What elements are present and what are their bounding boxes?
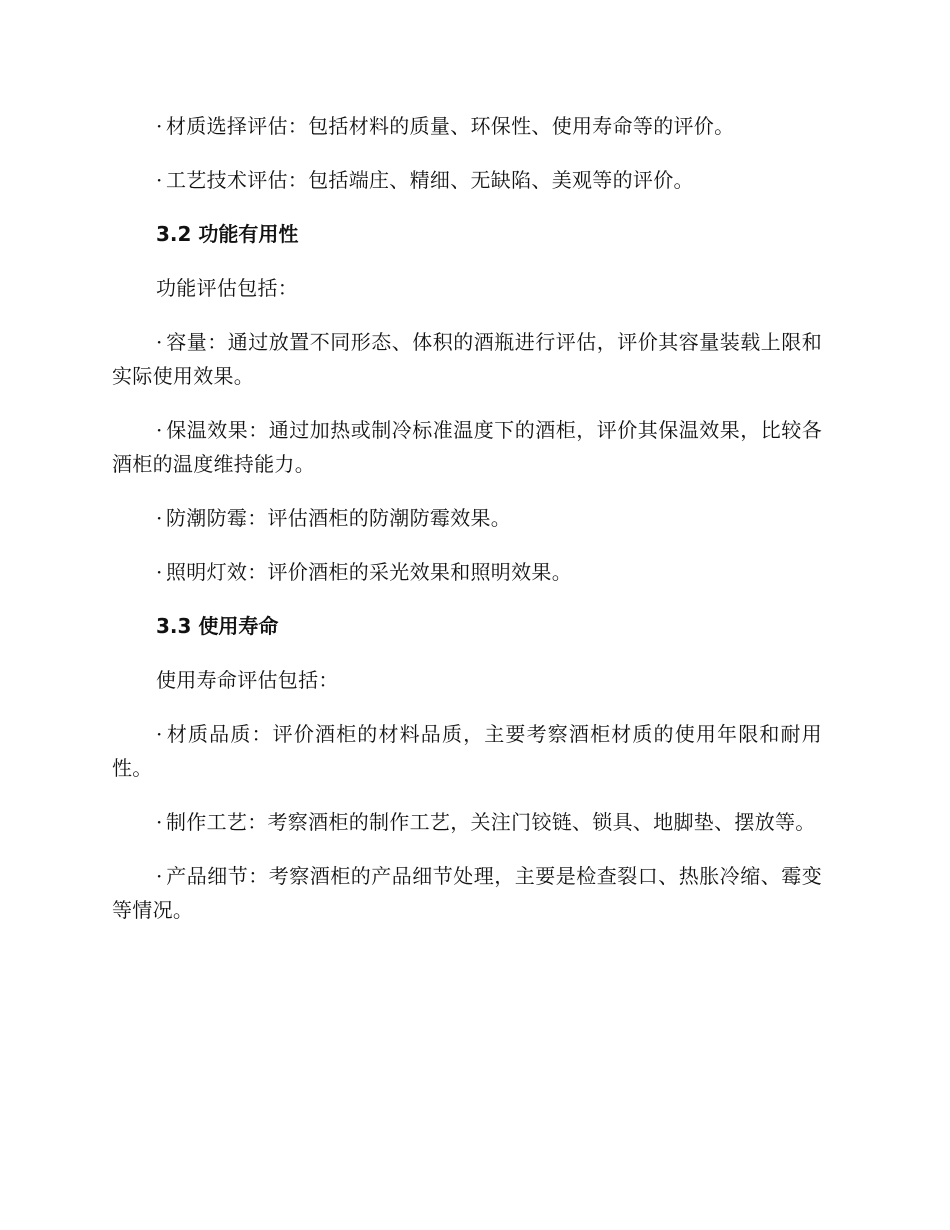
- bullet-mark: ·: [156, 560, 163, 584]
- bullet-mark: ·: [156, 114, 163, 138]
- paragraph-text: 防潮防霉：评估酒柜的防潮防霉效果。: [166, 506, 512, 530]
- bullet-mark: ·: [156, 506, 163, 530]
- bullet-paragraph: [112, 413, 822, 481]
- section-heading: [112, 217, 822, 251]
- intro-paragraph: [112, 663, 822, 697]
- paragraph-text: 材质品质：评价酒柜的材料品质，主要考察酒柜材质的使用年限和耐用性。: [112, 722, 822, 780]
- paragraph-text: 保温效果：通过加热或制冷标准温度下的酒柜，评价其保温效果，比较各酒柜的温度维持能力。: [112, 418, 822, 476]
- paragraph-text: 照明灯效：评价酒柜的采光效果和照明效果。: [166, 560, 572, 584]
- paragraph-text: 功能评估包括：: [156, 276, 299, 300]
- bullet-paragraph: [112, 859, 822, 927]
- bullet-mark: ·: [156, 418, 163, 442]
- document-body: [112, 109, 822, 947]
- bullet-mark: ·: [156, 330, 163, 354]
- paragraph-text: 工艺技术评估：包括端庄、精细、无缺陷、美观等的评价。: [166, 168, 694, 192]
- bullet-paragraph: [112, 325, 822, 393]
- paragraph-text: 使用寿命评估包括：: [156, 668, 339, 692]
- intro-paragraph: [112, 271, 822, 305]
- bullet-mark: ·: [156, 864, 163, 888]
- section-heading: [112, 609, 822, 643]
- section-heading-text: 3.2 功能有用性: [156, 222, 299, 246]
- bullet-paragraph: [112, 555, 822, 589]
- bullet-paragraph: [112, 805, 822, 839]
- paragraph-text: 产品细节：考察酒柜的产品细节处理，主要是检查裂口、热胀冷缩、霉变等情况。: [112, 864, 822, 922]
- bullet-paragraph: [112, 717, 822, 785]
- bullet-paragraph: [112, 501, 822, 535]
- bullet-mark: ·: [156, 722, 163, 746]
- bullet-mark: ·: [156, 810, 163, 834]
- section-heading-text: 3.3 使用寿命: [156, 614, 279, 638]
- bullet-mark: ·: [156, 168, 163, 192]
- bullet-paragraph: [112, 163, 822, 197]
- bullet-paragraph: [112, 109, 822, 143]
- paragraph-text: 材质选择评估：包括材料的质量、环保性、使用寿命等的评价。: [166, 114, 735, 138]
- paragraph-text: 制作工艺：考察酒柜的制作工艺，关注门铰链、锁具、地脚垫、摆放等。: [166, 810, 816, 834]
- paragraph-text: 容量：通过放置不同形态、体积的酒瓶进行评估，评价其容量装载上限和实际使用效果。: [112, 330, 822, 388]
